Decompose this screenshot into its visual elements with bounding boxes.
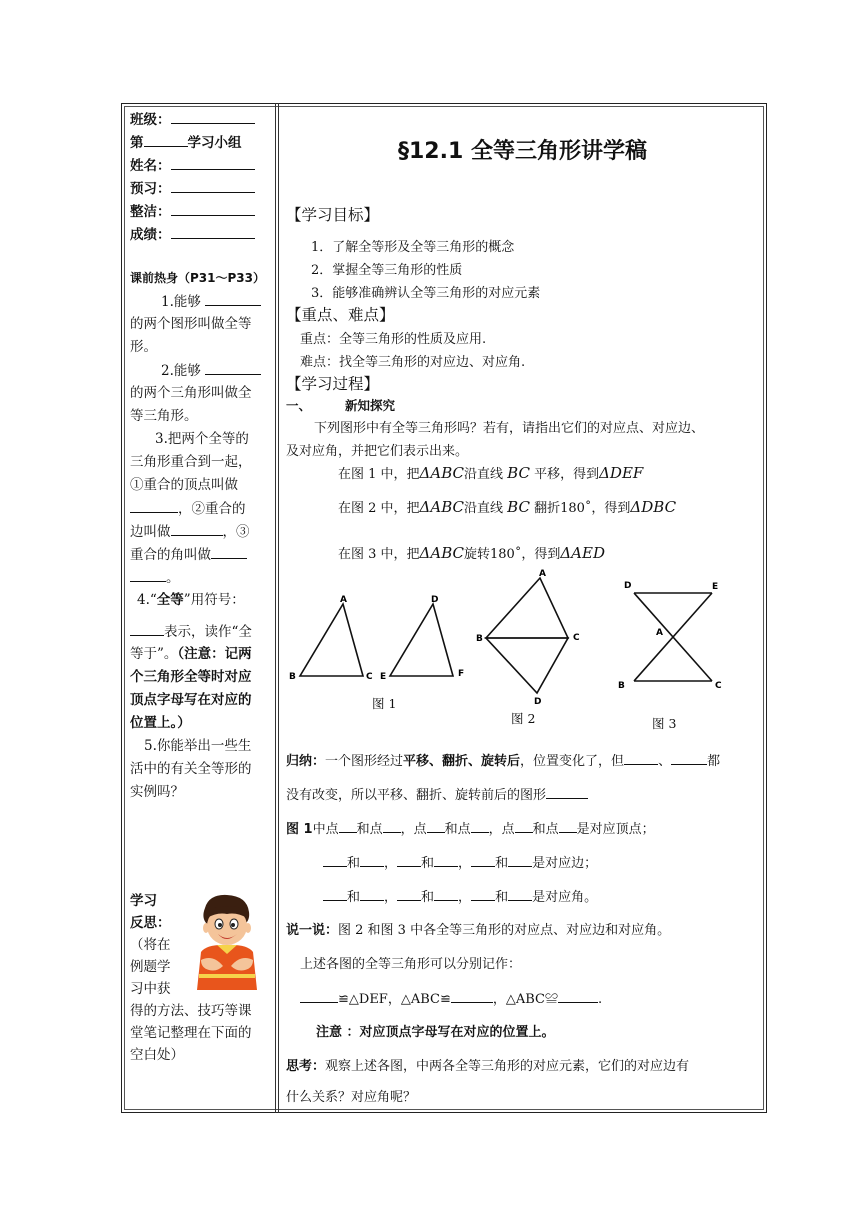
fig1-vertices: 图 1中点 和点 ，点 和点 ，点 和点 是对应顶点； [286, 817, 655, 837]
reflect-line4: 例题学 [130, 959, 171, 975]
fig1-label-f: F [458, 669, 465, 679]
notation-line: ≌△DEF，△ABC≌ ，△ABC≌ . [300, 987, 602, 1007]
part1-title: 新知探究 [345, 398, 396, 413]
reflect-line3: （将在 [130, 937, 171, 953]
q3-line3: ①重合的顶点叫做 [130, 477, 238, 493]
q3-line7: 。 [130, 566, 180, 590]
part1-number: 一、 [286, 398, 312, 413]
fig3-desc: 在图 3 中，把ΔABC旋转180˚，得到ΔAED [338, 544, 605, 562]
q3-line1: 3.把两个全等的 [155, 431, 249, 447]
reflect-line7: 堂笔记整理在下面的 [130, 1025, 252, 1041]
fig2-label-a: A [539, 569, 546, 579]
column-divider [275, 103, 279, 1113]
q1-line1: 1.能够 [161, 290, 261, 314]
fig1-label-e: E [380, 672, 387, 682]
q3-line2: 三角形重合到一起， [130, 454, 252, 470]
figure-2 [472, 566, 587, 711]
q3-line6: 重合的角叫做 [130, 543, 247, 567]
figure-3 [615, 575, 730, 700]
field-name: 姓名： [130, 154, 255, 178]
q5-line3: 实例吗？ [130, 784, 184, 800]
think-line1: 思考：观察上述各图，中两各全等三角形的对应元素，它们的对应边有 [286, 1059, 690, 1074]
q3-line4: ，②重合的 [130, 497, 246, 521]
figure-2-caption: 图 2 [511, 711, 536, 726]
intro-line2: 及对应角，并把它们表示出来。 [286, 444, 469, 459]
fig2-label-c: C [573, 633, 580, 643]
hard-point: 难点：找全等三角形的对应边、对应角. [300, 355, 526, 370]
cartoon-boy-image [187, 890, 265, 998]
intro-line1: 下列图形中有全等三角形吗？若有，请指出它们的对应点、对应边、 [314, 421, 705, 436]
fig1-label-b: B [289, 672, 296, 682]
key-heading: 【重点、难点】 [286, 306, 395, 324]
triangle-abc [300, 604, 363, 676]
write-line: 上述各图的全等三角形可以分别记作： [300, 957, 522, 972]
triangle-dbc [486, 638, 568, 693]
reflect-line8: 空白处） [130, 1047, 184, 1063]
reflect-line2: 反思： [130, 915, 171, 931]
fig2-label-d: D [534, 697, 542, 707]
q1-line2: 的两个图形叫做全等 [130, 316, 252, 332]
fig3-label-e: E [712, 582, 719, 592]
reflect-line6: 得的方法、技巧等课 [130, 1003, 252, 1019]
q4-line4: 个三角形全等时对应 [130, 669, 252, 685]
q2-line3: 等三角形。 [130, 408, 198, 424]
goal-item-1: 1．了解全等形及全等三角形的概念 [311, 240, 515, 255]
field-preview: 预习： [130, 177, 255, 201]
q2-line1: 2.能够 [161, 359, 261, 383]
field-class: 班级： [130, 108, 255, 132]
fig1-edges: 和 ， 和 ， 和 是对应边； [323, 851, 597, 871]
key-point: 重点：全等三角形的性质及应用. [300, 332, 487, 347]
fig1-label-a: A [340, 595, 347, 605]
warmup-title: 课前热身（P31～P33） [130, 271, 265, 285]
field-score: 成绩： [130, 223, 255, 247]
q5-line2: 活中的有关全等形的 [130, 761, 252, 777]
fig3-label-a: A [656, 628, 663, 638]
triangle-abc [486, 578, 568, 638]
fig2-label-b: B [476, 634, 483, 644]
fig3-label-d: D [624, 581, 632, 591]
think-line2: 什么关系？对应角呢？ [286, 1090, 417, 1105]
q4-line3: 等于”。（注意：记两 [130, 646, 252, 662]
q3-line5: 边叫做 ，③ [130, 520, 250, 544]
q1-line3: 形。 [130, 339, 157, 355]
reflect-line5: 习中获 [130, 981, 171, 997]
fig1-label-d: D [431, 595, 439, 605]
q2-line2: 的两个三角形叫做全 [130, 385, 252, 401]
fig1-angles: 和 ， 和 ， 和 是对应角。 [323, 885, 597, 905]
figure-1-caption: 图 1 [372, 696, 397, 711]
q4-line5: 顶点字母写在对应的 [130, 692, 252, 708]
q4-line2: 表示，读作“全 [130, 620, 252, 644]
goal-item-2: 2．掌握全等三角形的性质 [311, 263, 463, 278]
goal-item-3: 3．能够准确辨认全等三角形的对应元素 [311, 286, 541, 301]
summary-line2: 没有改变，所以平移、翻折、旋转前后的图形 [286, 783, 588, 803]
q4-line1: 4.“全等”用符号： [137, 592, 245, 608]
goals-heading: 【学习目标】 [286, 206, 380, 224]
fig3-label-b: B [618, 681, 625, 691]
say-line: 说一说：图 2 和图 3 中各全等三角形的对应点、对应边和对应角。 [286, 923, 671, 938]
fig2-desc: 在图 2 中，把ΔABC沿直线 BC 翻折180˚，得到ΔDBC [338, 498, 677, 516]
figure-1 [285, 590, 475, 685]
page-title: §12.1 全等三角形讲学稿 [398, 139, 647, 164]
q4-line6: 位置上。） [130, 715, 191, 731]
q5-line1: 5.你能举出一些生 [144, 738, 252, 754]
field-tidy: 整洁： [130, 200, 255, 224]
triangle-def [390, 604, 453, 676]
field-group: 第 学习小组 [130, 131, 242, 155]
fig1-label-c: C [366, 672, 373, 682]
fig1-desc: 在图 1 中，把ΔABC沿直线 BC 平移，得到ΔDEF [338, 464, 644, 482]
figure-3-caption: 图 3 [652, 716, 677, 731]
note-line: 注意 ：对应顶点字母写在对应的位置上。 [316, 1025, 555, 1040]
reflect-line1: 学习 [130, 893, 157, 909]
process-heading: 【学习过程】 [286, 375, 380, 393]
summary-line1: 归纳：一个图形经过平移、翻折、旋转后，位置变化了，但 、 都 [286, 749, 720, 769]
fig3-label-c: C [715, 681, 722, 691]
